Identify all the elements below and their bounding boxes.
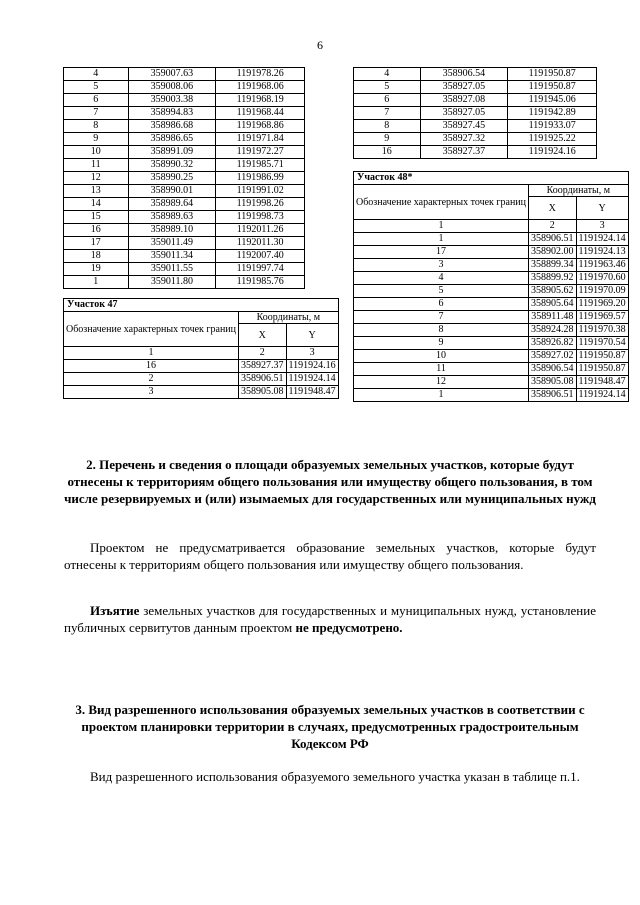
x-cell: 358927.37 — [420, 146, 508, 159]
y-cell: 1191970.09 — [576, 285, 628, 298]
y-cell: 1191933.07 — [508, 120, 597, 133]
y-cell: 1191950.87 — [576, 363, 628, 376]
table-row — [64, 172, 305, 185]
x-cell: 358902.00 — [529, 246, 577, 259]
y-cell: 1191986.99 — [216, 172, 305, 185]
point-cell: 13 — [64, 185, 129, 198]
point-cell: 7 — [64, 107, 129, 120]
y-cell: 1191985.71 — [216, 159, 305, 172]
header-num-1: 1 — [354, 220, 529, 233]
x-cell: 358989.10 — [128, 224, 216, 237]
point-cell: 4 — [64, 68, 129, 81]
x-cell: 358986.65 — [128, 133, 216, 146]
x-cell: 358926.82 — [529, 337, 577, 350]
header-y: Y — [576, 197, 628, 220]
table-row — [64, 373, 339, 386]
x-cell: 358927.45 — [420, 120, 508, 133]
x-cell: 358906.54 — [420, 68, 508, 81]
x-cell: 359007.63 — [128, 68, 216, 81]
header-points: Обозначение характерных точек границ — [354, 185, 529, 220]
point-cell: 17 — [64, 237, 129, 250]
header-coordinates: Координаты, м — [239, 312, 339, 324]
y-cell: 1191968.86 — [216, 120, 305, 133]
y-cell: 1191970.38 — [576, 324, 628, 337]
y-cell: 1191950.87 — [508, 81, 597, 94]
y-cell: 1191972.27 — [216, 146, 305, 159]
table-row — [64, 198, 305, 211]
table-row — [354, 233, 629, 246]
table-title: Участок 47 — [64, 299, 339, 312]
x-cell: 358924.28 — [529, 324, 577, 337]
x-cell: 358905.64 — [529, 298, 577, 311]
y-cell: 1191950.87 — [576, 350, 628, 363]
section-3-heading: 3. Вид разрешенного использования образуемых земельных участков в соответствии с проектом планировки территории в случаях, предусмотренных градостроительным Кодексом РФ — [75, 702, 585, 751]
y-cell: 1191925.22 — [508, 133, 597, 146]
x-cell: 358927.08 — [420, 94, 508, 107]
y-cell: 1191968.19 — [216, 94, 305, 107]
header-x: X — [529, 197, 577, 220]
x-cell: 358989.64 — [128, 198, 216, 211]
point-cell: 15 — [64, 211, 129, 224]
y-cell: 1191969.57 — [576, 311, 628, 324]
x-cell: 358991.09 — [128, 146, 216, 159]
point-cell: 6 — [64, 94, 129, 107]
header-num-3: 3 — [286, 347, 338, 360]
point-cell: 16 — [64, 224, 129, 237]
y-cell: 1191968.06 — [216, 81, 305, 94]
x-cell: 358905.08 — [529, 376, 577, 389]
y-cell: 1191970.54 — [576, 337, 628, 350]
point-cell: 11 — [64, 159, 129, 172]
table-row — [354, 298, 629, 311]
y-cell: 1191991.02 — [216, 185, 305, 198]
y-cell: 1191970.60 — [576, 272, 628, 285]
table-row — [354, 246, 629, 259]
point-cell: 7 — [354, 311, 529, 324]
table-row — [64, 276, 305, 289]
x-cell: 358990.32 — [128, 159, 216, 172]
point-cell: 5 — [354, 285, 529, 298]
x-cell: 358927.05 — [420, 81, 508, 94]
x-cell: 358990.25 — [128, 172, 216, 185]
point-cell: 5 — [64, 81, 129, 94]
table-row — [64, 185, 305, 198]
x-cell: 358911.48 — [529, 311, 577, 324]
y-cell: 1191924.14 — [576, 233, 628, 246]
x-cell: 358990.01 — [128, 185, 216, 198]
table-row — [354, 259, 629, 272]
x-cell: 359008.06 — [128, 81, 216, 94]
y-cell: 1191978.26 — [216, 68, 305, 81]
table-row — [354, 107, 597, 120]
table-row — [354, 324, 629, 337]
x-cell: 358906.51 — [239, 373, 287, 386]
table-row — [64, 386, 339, 399]
y-cell: 1191998.73 — [216, 211, 305, 224]
section-2-paragraph-2 — [64, 603, 596, 636]
table-row — [354, 94, 597, 107]
table-row — [64, 211, 305, 224]
y-cell: 1191924.14 — [286, 373, 338, 386]
table-row — [64, 107, 305, 120]
coordinates-table-right-continuation — [353, 67, 597, 159]
section-2-heading: 2. Перечень и сведения о площади образуемых земельных участков, которые будут отнесены к территориям общего пользования или имуществу общего пользования, в том числе резервируемых и (или) изымаемых для государственных или муниципальных нужд — [64, 457, 596, 506]
y-cell: 1191969.20 — [576, 298, 628, 311]
coordinates-table-plot-48 — [353, 171, 629, 402]
table-row — [354, 311, 629, 324]
x-cell: 358994.83 — [128, 107, 216, 120]
table-row — [64, 263, 305, 276]
point-cell: 8 — [354, 120, 421, 133]
point-cell: 12 — [64, 172, 129, 185]
table-row — [64, 237, 305, 250]
table-row — [64, 94, 305, 107]
header-num-3: 3 — [576, 220, 628, 233]
section-2-paragraph-1: Проектом не предусматривается образование земельных участков, которые будут отнесены к территориям общего пользования или имуществу общего пользования. — [64, 540, 596, 572]
y-cell: 1191924.16 — [286, 360, 338, 373]
y-cell: 1191968.44 — [216, 107, 305, 120]
x-cell: 358927.05 — [420, 107, 508, 120]
point-cell: 3 — [354, 259, 529, 272]
point-cell: 2 — [64, 373, 239, 386]
header-coordinates: Координаты, м — [529, 185, 629, 197]
y-cell: 1191950.87 — [508, 68, 597, 81]
table-row — [354, 120, 597, 133]
table-row — [354, 285, 629, 298]
point-cell: 16 — [64, 360, 239, 373]
y-cell: 1192011.26 — [216, 224, 305, 237]
paragraph-text: земельных участков для государственных и муниципальных нужд, установление публичных сервитутов данным проектом — [64, 603, 596, 635]
x-cell: 358986.68 — [128, 120, 216, 133]
point-cell: 8 — [354, 324, 529, 337]
point-cell: 18 — [64, 250, 129, 263]
x-cell: 358899.34 — [529, 259, 577, 272]
x-cell: 359011.34 — [128, 250, 216, 263]
x-cell: 359003.38 — [128, 94, 216, 107]
table-row — [64, 68, 305, 81]
table-row — [64, 360, 339, 373]
x-cell: 358906.54 — [529, 363, 577, 376]
table-row — [354, 389, 629, 402]
table-title: Участок 48* — [354, 172, 629, 185]
x-cell: 358905.62 — [529, 285, 577, 298]
table-row — [354, 133, 597, 146]
table-row — [64, 81, 305, 94]
page-number: 6 — [317, 38, 323, 52]
y-cell: 1192011.30 — [216, 237, 305, 250]
y-cell: 1191997.74 — [216, 263, 305, 276]
y-cell: 1191924.16 — [508, 146, 597, 159]
point-cell: 12 — [354, 376, 529, 389]
table-row — [354, 272, 629, 285]
x-cell: 359011.55 — [128, 263, 216, 276]
y-cell: 1191985.76 — [216, 276, 305, 289]
table-row — [64, 133, 305, 146]
y-cell: 1191971.84 — [216, 133, 305, 146]
point-cell: 10 — [64, 146, 129, 159]
table-row — [64, 224, 305, 237]
point-cell: 11 — [354, 363, 529, 376]
x-cell: 358906.51 — [529, 233, 577, 246]
x-cell: 358899.92 — [529, 272, 577, 285]
point-cell: 17 — [354, 246, 529, 259]
y-cell: 1191963.46 — [576, 259, 628, 272]
x-cell: 359011.80 — [128, 276, 216, 289]
y-cell: 1191942.89 — [508, 107, 597, 120]
x-cell: 358905.08 — [239, 386, 287, 399]
paragraph-bold-start: Изъятие — [90, 603, 140, 618]
y-cell: 1192007.40 — [216, 250, 305, 263]
header-y: Y — [286, 324, 338, 347]
y-cell: 1191948.47 — [286, 386, 338, 399]
x-cell: 358927.02 — [529, 350, 577, 363]
point-cell: 6 — [354, 298, 529, 311]
point-cell: 10 — [354, 350, 529, 363]
point-cell: 1 — [354, 389, 529, 402]
table-row — [354, 81, 597, 94]
point-cell: 3 — [64, 386, 239, 399]
x-cell: 359011.49 — [128, 237, 216, 250]
y-cell: 1191924.13 — [576, 246, 628, 259]
section-3-paragraph-1: Вид разрешенного использования образуемого земельного участка указан в таблице п.1. — [90, 769, 580, 784]
table-row — [354, 363, 629, 376]
y-cell: 1191924.14 — [576, 389, 628, 402]
header-num-1: 1 — [64, 347, 239, 360]
header-num-2: 2 — [239, 347, 287, 360]
point-cell: 8 — [64, 120, 129, 133]
x-cell: 358989.63 — [128, 211, 216, 224]
table-row — [64, 250, 305, 263]
table-row — [354, 350, 629, 363]
table-row — [354, 376, 629, 389]
point-cell: 7 — [354, 107, 421, 120]
point-cell: 9 — [64, 133, 129, 146]
x-cell: 358927.32 — [420, 133, 508, 146]
paragraph-bold-end: не предусмотрено. — [295, 619, 403, 635]
point-cell: 5 — [354, 81, 421, 94]
y-cell: 1191945.06 — [508, 94, 597, 107]
point-cell: 14 — [64, 198, 129, 211]
point-cell: 1 — [354, 233, 529, 246]
point-cell: 9 — [354, 337, 529, 350]
coordinates-table-left-continuation — [63, 67, 305, 289]
point-cell: 4 — [354, 68, 421, 81]
point-cell: 6 — [354, 94, 421, 107]
table-row — [64, 159, 305, 172]
point-cell: 9 — [354, 133, 421, 146]
coordinates-table-plot-47 — [63, 298, 339, 399]
table-row — [64, 146, 305, 159]
point-cell: 1 — [64, 276, 129, 289]
header-points: Обозначение характерных точек границ — [64, 312, 239, 347]
table-row — [354, 146, 597, 159]
point-cell: 16 — [354, 146, 421, 159]
y-cell: 1191948.47 — [576, 376, 628, 389]
x-cell: 358927.37 — [239, 360, 287, 373]
table-row — [354, 68, 597, 81]
header-num-2: 2 — [529, 220, 577, 233]
x-cell: 358906.51 — [529, 389, 577, 402]
y-cell: 1191998.26 — [216, 198, 305, 211]
header-x: X — [239, 324, 287, 347]
table-row — [354, 337, 629, 350]
point-cell: 19 — [64, 263, 129, 276]
point-cell: 4 — [354, 272, 529, 285]
table-row — [64, 120, 305, 133]
